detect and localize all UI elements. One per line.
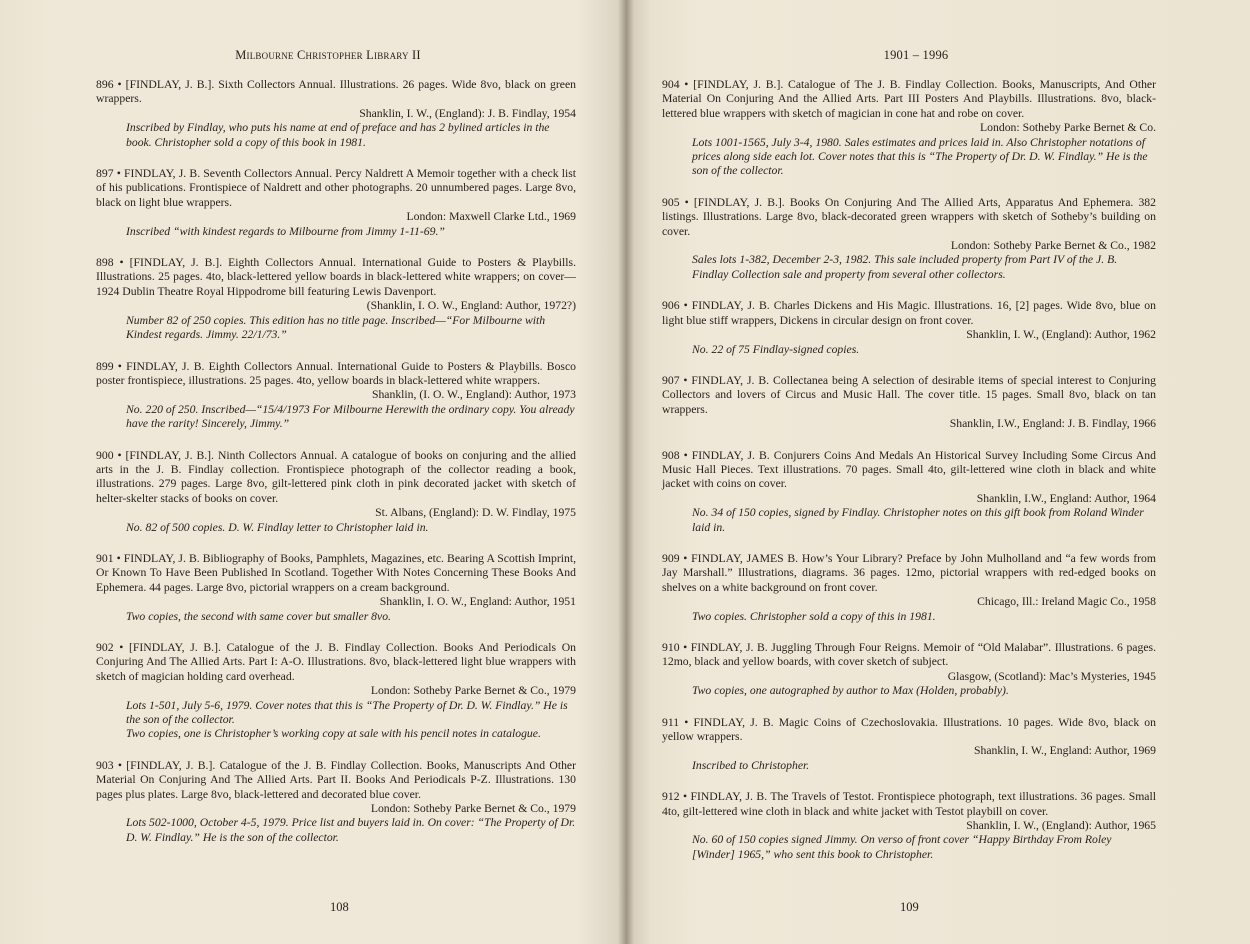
catalogue-entry	[662, 641, 1156, 699]
catalogue-entry	[662, 78, 1156, 179]
entry-imprint: Chicago, Ill.: Ireland Magic Co., 1958	[977, 595, 1156, 609]
entry-note: Two copies. Christopher sold a copy of this in 1981.	[692, 609, 936, 623]
entry-note: Inscribed by Findlay, who puts his name at end of preface and has 2 bylined articles in the book. Christopher sold a copy of this book in 1981.	[126, 121, 550, 149]
entry-description: 902 • [FINDLAY, J. B.]. Catalogue of the J. B. Findlay Collection. Books And Periodicals On Conjuring And The Allied Arts. Part I: A-O. Illustrations. 8vo, black-lettered light blue wrappers with sketch of magician holding card overhead.	[96, 641, 576, 683]
entry-imprint: Shanklin, I. W., (England): Author, 1962	[966, 328, 1156, 342]
page-number: 108	[330, 900, 349, 914]
entry-description: 903 • [FINDLAY, J. B.]. Catalogue of the J. B. Findlay Collection. Books, Manuscripts And Other Material On Conjuring And The Allied Arts. Part II. Books And Periodicals P-Z. Illustrations. 130 pages plus plates. Large 8vo, black-lettered and decorated blue cover.	[96, 758, 576, 801]
entry-imprint: London: Sotheby Parke Bernet & Co.	[980, 121, 1156, 135]
entry-imprint: (Shanklin, I. O. W., England: Author, 1972?)	[366, 299, 576, 313]
catalogue-entry	[662, 299, 1156, 357]
entry-note: Lots 1-501, July 5-6, 1979. Cover notes that this is “The Property of Dr. D. W. Findlay.” He is the son of the collector.	[126, 698, 568, 727]
catalogue-entry	[96, 167, 576, 239]
catalogue-entry	[662, 449, 1156, 535]
entry-imprint: Shanklin, I. W., England: Author, 1969	[974, 744, 1156, 758]
entry-note: Two copies, one is Christopher’s working copy at sale with his pencil notes in catalogue.	[126, 727, 541, 741]
entry-note: Lots 502-1000, October 4-5, 1979. Price list and buyers laid in. On cover: “The Property of Dr. D. W. Findlay.” He is the son of the collector.	[126, 816, 576, 844]
entry-note: Number 82 of 250 copies. This edition has no title page. Inscribed—“For Milbourne with Kindest regards. Jimmy. 22/1/73.”	[126, 313, 546, 342]
catalogue-entry	[662, 716, 1156, 774]
entry-note: No. 34 of 150 copies, signed by Findlay. Christopher notes on this gift book from Roland Winder laid in.	[692, 506, 1144, 534]
entry-note: No. 82 of 500 copies. D. W. Findlay letter to Christopher laid in.	[126, 520, 429, 534]
entry-note: Two copies, the second with same cover but smaller 8vo.	[126, 609, 391, 623]
catalogue-entry	[662, 552, 1156, 624]
running-header: Milbourne Christopher Library II	[235, 48, 421, 62]
entry-list	[662, 78, 1156, 879]
catalogue-entry	[96, 78, 576, 150]
entry-description: 900 • [FINDLAY, J. B.]. Ninth Collectors Annual. A catalogue of books on conjuring and the allied arts in the J. B. Findlay collection. Frontispiece photograph of the collector reading a book, illustrations. 279 pages. Large 8vo, gilt-lettered pink cloth in pink decorated jacket with sketch of helter-skelter stacks of books on cover.	[96, 448, 576, 505]
entry-description: 911 • FINDLAY, J. B. Magic Coins of Czechoslovakia. Illustrations. 10 pages. Wide 8vo, black on yellow wrappers.	[662, 715, 1156, 744]
entry-note: No. 60 of 150 copies signed Jimmy. On verso of front cover “Happy Birthday From Roley [Winder] 1965,” who sent this book to Christopher.	[692, 833, 1112, 861]
entry-imprint: Shanklin, I. O. W., England: Author, 1951	[379, 595, 576, 609]
entry-imprint: London: Sotheby Parke Bernet & Co., 1979	[370, 684, 576, 698]
entry-description: 898 • [FINDLAY, J. B.]. Eighth Collectors Annual. International Guide to Posters & Playbills. Illustrations. 25 pages. 4to, black-lettered yellow boards in black-lettered white wrappers; on cover—1924 Dublin Theatre Royal Hippodrome bill featuring Lewis Davenport.	[96, 256, 576, 298]
entry-description: 899 • FINDLAY, J. B. Eighth Collectors Annual. International Guide to Posters & Playbills. Bosco poster frontispiece, illustrations. 25 pages. 4to, yellow boards in black-lettered white wrappers.	[96, 359, 576, 387]
catalogue-entry	[96, 641, 576, 742]
entry-description: 907 • FINDLAY, J. B. Collectanea being A selection of desirable items of special interest to Conjuring Collectors and lovers of Circus and Music Hall. The cover title. 15 pages. Small 8vo, black on tan wrappers.	[662, 373, 1156, 416]
book-gutter-shadow	[618, 0, 634, 944]
entry-description: 909 • FINDLAY, JAMES B. How’s Your Library? Preface by John Mulholland and “a few words from Jay Marshall.” Illustrations, diagrams. 36 pages. 12mo, pictorial wrappers with red-edged books on shelves on a white background on front cover.	[662, 551, 1156, 594]
entry-note: Inscribed “with kindest regards to Milbourne from Jimmy 1-11-69.”	[126, 224, 445, 238]
running-header: 1901 – 1996	[883, 48, 949, 62]
page-number: 109	[900, 900, 919, 914]
entry-description: 905 • [FINDLAY, J. B.]. Books On Conjuring And The Allied Arts, Apparatus And Ephemera. 382 listings. Illustrations. Large 8vo, black-decorated green wrappers with sketch of Sotheby’s building on cover.	[662, 195, 1156, 238]
entry-description: 910 • FINDLAY, J. B. Juggling Through Four Reigns. Memoir of “Old Malabar”. Illustrations. 6 pages. 12mo, black and yellow boards, with cover sketch of subject.	[662, 641, 1156, 669]
catalogue-entry	[96, 449, 576, 535]
entry-note: No. 220 of 250. Inscribed—“15/4/1973 For Milbourne Herewith the ordinary copy. You already have the rarity! Sincerely, Jimmy.”	[126, 402, 575, 431]
entry-note: Two copies, one autographed by author to Max (Holden, probably).	[692, 684, 1009, 698]
entry-description: 908 • FINDLAY, J. B. Conjurers Coins And Medals An Historical Survey Including Some Circus And Music Hall Pieces. Text illustrations. 70 pages. Small 4to, gilt-lettered wine cloth in black and white jacket with coins on cover.	[662, 448, 1156, 491]
catalogue-entry	[96, 360, 576, 432]
entry-imprint: Shanklin, (I. O. W., England): Author, 1973	[371, 388, 576, 402]
entry-description: 912 • FINDLAY, J. B. The Travels of Testot. Frontispiece photograph, text illustrations. 36 pages. Small 4to, gilt-lettered wine cloth in black and white jacket with Testot playbill on cover.	[662, 790, 1156, 818]
entry-description: 896 • [FINDLAY, J. B.]. Sixth Collectors Annual. Illustrations. 26 pages. Wide 8vo, black on green wrappers.	[96, 78, 576, 106]
entry-imprint: London: Sotheby Parke Bernet & Co., 1979	[370, 802, 576, 816]
entry-note: No. 22 of 75 Findlay-signed copies.	[692, 342, 860, 356]
entry-imprint: Shanklin, I.W., England: Author, 1964	[976, 491, 1156, 505]
entry-imprint: Glasgow, (Scotland): Mac’s Mysteries, 1945	[947, 669, 1156, 683]
entry-imprint: London: Sotheby Parke Bernet & Co., 1982	[950, 239, 1156, 253]
entry-imprint: Shanklin, I.W., England: J. B. Findlay, 1966	[949, 417, 1156, 431]
entry-note: Sales lots 1-382, December 2-3, 1982. This sale included property from Part IV of the J. B. Findlay Collection sale and property from several other collectors.	[692, 253, 1118, 281]
entry-description: 904 • [FINDLAY, J. B.]. Catalogue of The J. B. Findlay Collection. Books, Manuscripts, And Other Material On Conjuring And the Allied Arts. Part III Posters And Playbills. Illustrations. 8vo, black-lettered blue wrappers with sketch of magician in cone hat and robe on cover.	[662, 78, 1156, 120]
entry-imprint: Shanklin, I. W., (England): Author, 1965	[966, 819, 1156, 833]
entry-imprint: St. Albans, (England): D. W. Findlay, 1975	[375, 506, 576, 520]
entry-note: Inscribed to Christopher.	[692, 758, 810, 772]
catalogue-entry	[662, 374, 1156, 432]
entry-imprint: Shanklin, I. W., (England): J. B. Findlay, 1954	[359, 106, 576, 120]
entry-list	[96, 78, 576, 862]
catalogue-entry	[662, 790, 1156, 862]
entry-imprint: London: Maxwell Clarke Ltd., 1969	[406, 210, 576, 224]
catalogue-entry	[96, 256, 576, 342]
right-page	[626, 0, 1250, 944]
entry-description: 901 • FINDLAY, J. B. Bibliography of Books, Pamphlets, Magazines, etc. Bearing A Scottish Imprint, Or Known To Have Been Published In Scotland. Together With Notes Concerning These Books And Ephemera. 44 pages. Large 8vo, pictorial wrappers on a cream background.	[96, 551, 576, 594]
entry-note: Lots 1001-1565, July 3-4, 1980. Sales estimates and prices laid in. Also Christopher notations of prices along side each lot. Cover notes that this is “The Property of Dr. D. W. Findlay.” He is the son of the collector.	[692, 135, 1148, 178]
catalogue-entry	[662, 196, 1156, 282]
entry-description: 897 • FINDLAY, J. B. Seventh Collectors Annual. Percy Naldrett A Memoir together with a check list of his publications. Frontispiece of Naldrett and other photographs. 20 unnumbered pages. Large 8vo, black on light blue wrappers.	[96, 167, 576, 209]
catalogue-entry	[96, 759, 576, 845]
catalogue-entry	[96, 552, 576, 624]
entry-description: 906 • FINDLAY, J. B. Charles Dickens and His Magic. Illustrations. 16, [2] pages. Wide 8vo, blue on light blue stiff wrappers, Dickens in circular design on front cover.	[662, 299, 1156, 327]
